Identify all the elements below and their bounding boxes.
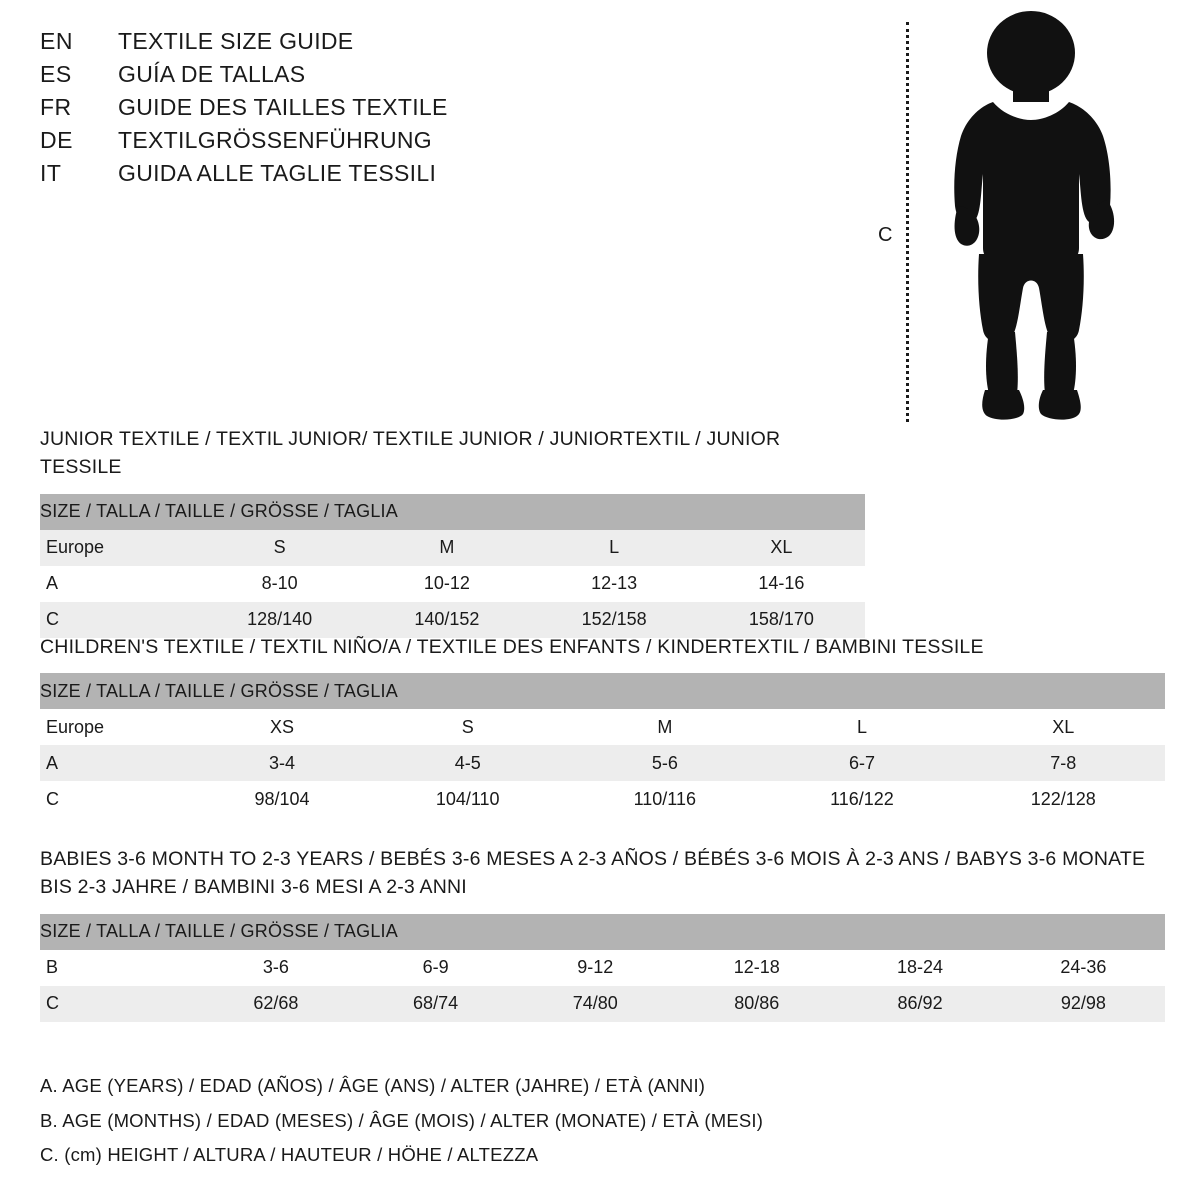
cell: 18-24	[897, 957, 944, 978]
cell: 24-36	[1060, 957, 1107, 978]
measure-label-c: C	[878, 224, 893, 246]
language-row	[40, 61, 660, 94]
band-label: SIZE / TALLA / TAILLE / GRÖSSE / TAGLIA	[40, 501, 398, 522]
row-label: Europe	[46, 537, 105, 558]
children-size-table	[40, 673, 1165, 817]
cell: M	[657, 716, 673, 737]
table-band-header	[40, 914, 1165, 950]
row-label: A	[46, 752, 59, 773]
cell: 3-4	[269, 752, 296, 773]
cell: 122/128	[1030, 788, 1096, 809]
row-label: C	[46, 788, 59, 809]
section-children-textile	[40, 633, 1165, 817]
table-band-header	[40, 494, 865, 530]
cell: 140/152	[414, 609, 480, 630]
language-title: GUÍA DE TALLAS	[118, 61, 306, 87]
language-code: EN	[40, 28, 73, 54]
cell: 10-12	[423, 573, 470, 594]
cell: 128/140	[247, 609, 313, 630]
row-label: C	[46, 993, 59, 1014]
cell: 104/110	[435, 788, 500, 809]
cell: 152/158	[581, 609, 647, 630]
section-babies-textile	[40, 845, 1165, 1022]
cell: XL	[1052, 716, 1075, 737]
cell: M	[439, 537, 455, 558]
cell: XS	[270, 716, 295, 737]
language-title: GUIDE DES TAILLES TEXTILE	[118, 94, 448, 120]
cell: 5-6	[651, 752, 678, 773]
row-label: A	[46, 573, 59, 594]
cell: S	[461, 716, 474, 737]
cell: 86/92	[897, 993, 943, 1014]
cell: 9-12	[577, 957, 614, 978]
cell: L	[609, 537, 620, 558]
cell: 92/98	[1060, 993, 1106, 1014]
language-row	[40, 94, 660, 127]
table-row	[40, 781, 1165, 817]
cell: S	[273, 537, 286, 558]
row-label: C	[46, 609, 59, 630]
cell: 116/122	[830, 788, 894, 809]
table-row	[40, 950, 1165, 986]
table-row	[40, 530, 865, 566]
cell: 7-8	[1050, 752, 1077, 773]
table-row	[40, 745, 1165, 781]
cell: 74/80	[572, 993, 618, 1014]
cell: 6-9	[422, 957, 449, 978]
cell: 14-16	[758, 573, 805, 594]
cell: 12-13	[591, 573, 638, 594]
language-code: DE	[40, 127, 73, 153]
band-label: SIZE / TALLA / TAILLE / GRÖSSE / TAGLIA	[40, 680, 398, 701]
section-title: BABIES 3-6 MONTH TO 2-3 YEARS / BEBÉS 3-6 MESES A 2-3 AÑOS / BÉBÉS 3-6 MOIS À 2-3 ANS / BABYS 3-6 MONATE BIS 2-3 JAHRE / BAMBINI 3-6 MESI A 2-3 ANNI	[40, 848, 1146, 899]
junior-size-table	[40, 494, 865, 638]
cell: 158/170	[748, 609, 814, 630]
cell: 80/86	[734, 993, 780, 1014]
row-label: Europe	[46, 716, 105, 737]
legend-line-a: A. AGE (YEARS) / EDAD (AÑOS) / ÂGE (ANS) / ALTER (JAHRE) / ETÀ (ANNI)	[40, 1075, 706, 1097]
language-row	[40, 28, 660, 61]
language-code: IT	[40, 160, 62, 186]
language-title: TEXTILGRÖSSENFÜHRUNG	[118, 127, 432, 153]
table-row	[40, 709, 1165, 745]
table-row	[40, 566, 865, 602]
cell: 12-18	[733, 957, 780, 978]
measure-dotted-line	[906, 22, 909, 422]
cell: 8-10	[261, 573, 298, 594]
cell: 110/116	[633, 788, 697, 809]
section-junior-textile	[40, 425, 865, 638]
language-row	[40, 127, 660, 160]
cell: 62/68	[253, 993, 299, 1014]
cell: 98/104	[254, 788, 310, 809]
height-measure-figure	[878, 10, 1138, 430]
babies-size-table	[40, 914, 1165, 1022]
language-code: FR	[40, 94, 72, 120]
cell: 68/74	[413, 993, 459, 1014]
child-silhouette-icon	[923, 10, 1138, 425]
language-title-block	[40, 28, 660, 193]
table-band-header	[40, 673, 1165, 709]
legend-line-b: B. AGE (MONTHS) / EDAD (MESES) / ÂGE (MOIS) / ALTER (MONATE) / ETÀ (MESI)	[40, 1109, 764, 1131]
section-title: JUNIOR TEXTILE / TEXTIL JUNIOR/ TEXTILE JUNIOR / JUNIORTEXTIL / JUNIOR TESSILE	[40, 428, 781, 479]
legend-line-c: C. (cm) HEIGHT / ALTURA / HAUTEUR / HÖHE / ALTEZZA	[40, 1143, 539, 1165]
section-title: CHILDREN'S TEXTILE / TEXTIL NIÑO/A / TEXTILE DES ENFANTS / KINDERTEXTIL / BAMBINI TESSILE	[40, 636, 984, 658]
cell: L	[856, 716, 867, 737]
cell: 4-5	[454, 752, 481, 773]
cell: 6-7	[848, 752, 875, 773]
band-label: SIZE / TALLA / TAILLE / GRÖSSE / TAGLIA	[40, 921, 398, 942]
language-title: TEXTILE SIZE GUIDE	[118, 28, 354, 54]
cell: 3-6	[262, 957, 289, 978]
language-row	[40, 160, 660, 193]
cell: XL	[770, 537, 793, 558]
legend-block	[40, 1069, 763, 1172]
row-label: B	[46, 957, 59, 978]
language-title: GUIDA ALLE TAGLIE TESSILI	[118, 160, 437, 186]
table-row	[40, 986, 1165, 1022]
language-code: ES	[40, 61, 72, 87]
